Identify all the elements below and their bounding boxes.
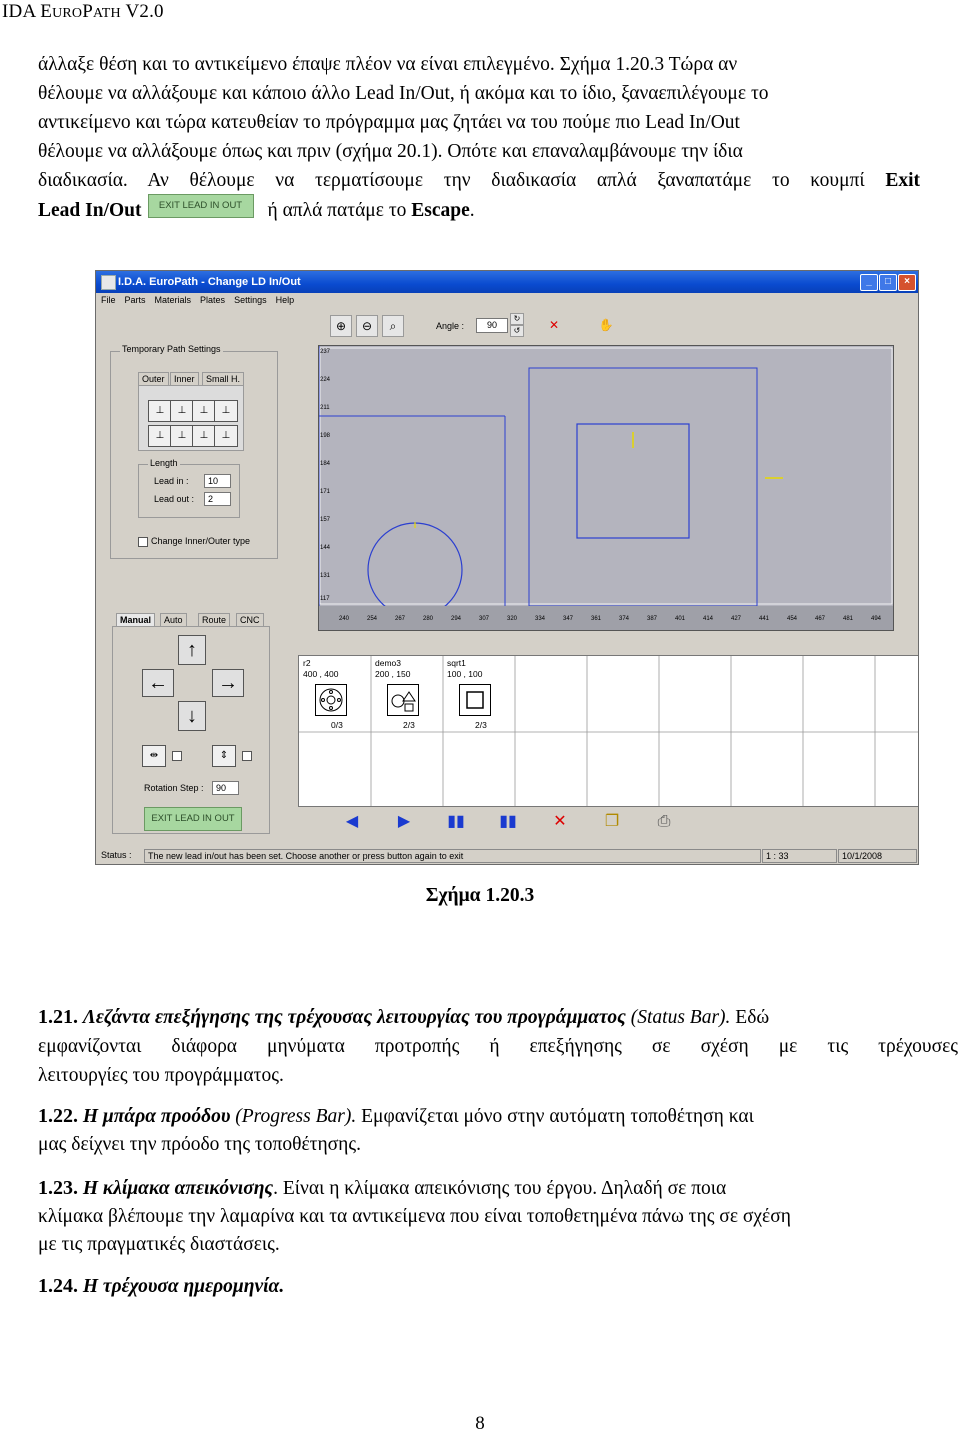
ruler-y-label: 198 [320,433,331,439]
first-icon[interactable]: ▮▮ [447,813,465,830]
mirror-horizontal-icon[interactable]: ⇹ [142,745,166,767]
ruler-y-label: 117 [320,596,330,602]
section-1-22 [38,1102,958,1131]
tab-outer[interactable]: Outer [138,372,169,385]
intro-line-1: άλλαξε θέση και το αντικείμενο έπαψε πλέον να είναι επιλεγμένο. Σχήμα 1.20.3 Τώρα αν [38,54,738,75]
section-1-21 [38,1003,958,1032]
lead-type-4-icon[interactable]: ⊥ [214,400,238,422]
intro-line-2: θέλουμε να αλλάξουμε και κάποιο άλλο Lead In/Out, ή ακόμα και το ίδιο, ξαναεπιλέγουμε το [38,83,769,104]
ruler-x-label: 387 [647,616,658,622]
lead-in-label: Lead in : [154,476,189,486]
gallery-item-size: 100 , 100 [447,669,483,679]
gallery-item-name: sqrt1 [447,658,466,668]
demo-part-icon [387,684,419,716]
remove-icon[interactable]: ✕ [553,813,567,830]
angle-label: Angle : [436,321,465,331]
arrow-right-icon[interactable]: → [212,669,244,697]
menu-plates[interactable]: Plates [200,295,226,305]
ruler-y-label: 157 [320,517,331,523]
header-part: ATH [93,6,121,21]
change-type-label: Change Inner/Outer type [151,536,251,546]
exit-word: Exit [885,170,921,191]
lead-type-3-icon[interactable]: ⊥ [192,400,216,422]
rotation-input[interactable]: 90 [212,781,239,795]
gallery-item-count: 2/3 [403,720,415,730]
section-title: Η μπάρα προόδου [82,1106,231,1127]
temporary-path-title: Temporary Path Settings [122,344,221,354]
app-icon [101,275,116,290]
lead-in-input[interactable]: 10 [204,474,231,488]
inline-exit-lead-button: EXIT LEAD IN OUT [148,194,254,218]
ruler-x-label: 401 [675,616,686,622]
section-number: 1.21. [38,1006,78,1028]
rotate-ccw-icon[interactable]: ↺ [510,325,524,337]
section-number: 1.24. [38,1275,78,1297]
section-1-21-line-3 [38,1062,958,1090]
status-bar [96,848,918,863]
gallery-item-count: 0/3 [331,720,343,730]
lead-type-2-icon[interactable]: ⊥ [170,400,194,422]
intro-line-4: θέλουμε να αλλάξουμε όπως και πριν (σχήμα 20.1). Οπότε και επαναλαμβάνουμε την ίδια [38,141,743,162]
intro-line-5 [38,166,920,196]
ring-part-icon [315,684,347,716]
ruler-x-label: 240 [339,616,350,622]
last-icon[interactable]: ▮▮ [499,813,517,830]
ruler-x-label: 307 [479,616,490,622]
section-1-24 [38,1272,958,1301]
arrow-up-icon[interactable]: ↑ [178,635,206,665]
lead-type-5-icon[interactable]: ⊥ [148,425,172,447]
section-body: με τις πραγματικές διαστάσεις. [38,1234,280,1255]
tab-route[interactable]: Route [198,613,230,626]
status-text: The new lead in/out has been set. Choose another or press button again to exit [144,849,761,863]
rotation-label: Rotation Step : [144,783,204,793]
scale-indicator: 1 : 33 [762,849,837,863]
ruler-y-label: 131 [320,573,331,579]
section-body: εμφανίζονται διάφορα μηνύματα προτροπής ή επεξήγησης σε σχέση με τις τρέχουσες [38,1036,958,1057]
sheet-boundary [320,348,892,604]
circle-part [368,523,462,606]
angle-input[interactable]: 90 [476,318,508,333]
ruler-x-label: 481 [843,616,854,622]
intro-line-6 [38,196,920,226]
window-title: I.D.A. EuroPath - Change LD In/Out [118,276,301,288]
menu-settings[interactable]: Settings [234,295,267,305]
section-number: 1.22. [38,1105,78,1127]
section-1-22-line-2 [38,1131,958,1159]
section-title: Λεζάντα επεξήγησης της τρέχουσας λειτουργίας του προγράμματος [82,1007,626,1028]
ruler-x-label: 414 [703,616,714,622]
header-part: IDA E [2,1,53,22]
ruler-x-label: 294 [451,616,462,622]
toolbar [328,313,918,343]
status-label: Status : [98,849,135,861]
ruler-x-label: 494 [871,616,882,622]
tab-cnc[interactable]: CNC [236,613,264,626]
lead-type-8-icon[interactable]: ⊥ [214,425,238,447]
outer-square [529,368,757,606]
zoom-out-icon[interactable]: ⊖ [356,315,378,337]
ruler-y-label: 144 [320,545,331,551]
rotate-cw-icon[interactable]: ↻ [510,313,524,325]
drawing-canvas[interactable] [318,345,894,631]
header-part: V2.0 [120,1,164,22]
intro-line-6-text: ή απλά πατάμε το [267,200,407,221]
header-part: URO [52,6,83,21]
title-bar [96,271,918,293]
date-indicator: 10/1/2008 [838,849,917,863]
length-title: Length [150,458,178,468]
length-group [138,464,240,518]
drawing-svg [319,346,893,606]
section-body: κλίμακα βλέπουμε την λαμαρίνα και τα αντικείμενα που είναι τοποθετημένα πάνω της σε σχέση [38,1206,791,1227]
copy-icon[interactable]: ❐ [604,813,620,830]
tab-inner[interactable]: Inner [170,372,199,385]
gallery-item-size: 200 , 150 [375,669,411,679]
minimize-button[interactable]: _ [860,274,878,291]
section-1-23-line-3 [38,1231,958,1259]
menu-help[interactable]: Help [275,295,295,305]
maximize-button[interactable]: □ [879,274,897,291]
gallery-item-r2[interactable] [301,656,371,731]
arrow-down-icon[interactable]: ↓ [178,701,206,731]
tab-small-holes[interactable]: Small H. [202,372,244,385]
menu-parts[interactable]: Parts [124,295,146,305]
exit-lead-button[interactable]: EXIT LEAD IN OUT [144,807,242,831]
section-1-23-line-2 [38,1203,958,1231]
section-body: Είναι η κλίμακα απεικόνισης του έργου. Δηλαδή σε ποια [282,1178,727,1199]
section-body: λειτουργίες του προγράμματος. [38,1065,284,1086]
lead-type-7-icon[interactable]: ⊥ [192,425,216,447]
prev-icon[interactable]: ◀ [345,813,359,830]
delete-icon[interactable]: ✕ [548,318,560,332]
lead-out-label: Lead out : [154,494,195,504]
gallery-item-count: 2/3 [475,720,487,730]
next-icon[interactable]: ▶ [397,813,411,830]
ruler-x-label: 280 [423,616,434,622]
tab-manual[interactable]: Manual [116,613,155,626]
change-type-checkbox[interactable] [138,537,148,547]
ruler-y-label: 211 [320,405,330,411]
gallery-item-demo3[interactable] [373,656,443,731]
ruler-x-label: 334 [535,616,546,622]
gallery-item-size: 400 , 400 [303,669,339,679]
ruler-x-label: 347 [563,616,574,622]
parts-gallery [298,655,919,807]
mirror-v-checkbox[interactable] [242,751,252,761]
escape-word: Escape [411,200,470,221]
document-header [2,1,164,23]
ruler-x-label: 427 [731,616,742,622]
mirror-h-checkbox[interactable] [172,751,182,761]
gallery-item-name: r2 [303,658,311,668]
lead-type-1-icon[interactable]: ⊥ [148,400,172,422]
section-paren: (Status Bar). [630,1007,731,1028]
gallery-nav [318,811,918,837]
mirror-vertical-icon[interactable]: ⇕ [212,745,236,767]
ruler-x-label: 361 [591,616,602,622]
zoom-fit-icon[interactable]: ⌕ [382,315,404,337]
ruler-y-label: 171 [320,489,331,495]
section-number: 1.23. [38,1177,78,1199]
ruler-y-label: 184 [320,461,331,467]
ruler-y-label: 237 [320,349,331,355]
zoom-in-icon[interactable]: ⊕ [330,315,352,337]
ruler-x-label: 254 [367,616,378,622]
ruler-x-label: 320 [507,616,518,622]
square-part-icon [459,684,491,716]
section-title: Η τρέχουσα ημερομηνία [82,1276,280,1297]
figure-caption: Σχήμα 1.20.3 [425,885,535,906]
ruler-x-label: 467 [815,616,826,622]
page-number: 8 [475,1413,485,1434]
ruler-x-label: 267 [395,616,406,622]
arrow-left-icon[interactable]: ← [142,669,174,697]
ruler-x-label: 374 [619,616,630,622]
section-body: μας δείχνει την πρόοδο της τοποθέτησης. [38,1134,361,1155]
menu-file[interactable]: File [101,295,116,305]
section-body: Εδώ [735,1007,770,1028]
intro-line-3: αντικείμενο και τώρα κατευθείαν το πρόγραμμα μας ζητάει να του πούμε πιο Lead In/Out [38,112,740,133]
section-title: Η κλίμακα απεικόνισης [82,1178,274,1199]
section-paren: . [273,1178,278,1199]
menu-bar [96,293,918,307]
gallery-item-name: demo3 [375,658,401,668]
period: . [469,200,475,221]
ruler-x-label: 454 [787,616,798,622]
ruler-x-label: 441 [759,616,770,622]
lead-in-out-word: Lead In/Out [38,200,142,221]
screenshot-window [95,270,919,865]
lead-type-6-icon[interactable]: ⊥ [170,425,194,447]
section-body: Εμφανίζεται μόνο στην αυτόματη τοποθέτηση και [361,1106,754,1127]
intro-line-5-text: διαδικασία. Αν θέλουμε να τερματίσουμε την διαδικασία απλά ξαναπατάμε το κουμπί [38,170,865,191]
gallery-item-sqrt1[interactable] [445,656,515,731]
hand-icon[interactable]: ✋ [598,318,614,332]
lead-out-input[interactable]: 2 [204,492,231,506]
section-paren: . [279,1276,285,1297]
close-button[interactable]: × [898,274,916,291]
section-paren: (Progress Bar). [235,1106,357,1127]
menu-materials[interactable]: Materials [154,295,192,305]
print-icon[interactable]: ⎙ [657,813,671,830]
section-1-23 [38,1174,958,1203]
ruler-bottom [319,606,893,630]
section-1-21-line-2 [38,1033,958,1061]
tab-auto[interactable]: Auto [160,613,187,626]
header-part: P [82,1,94,22]
ruler-y-label: 224 [320,377,331,383]
